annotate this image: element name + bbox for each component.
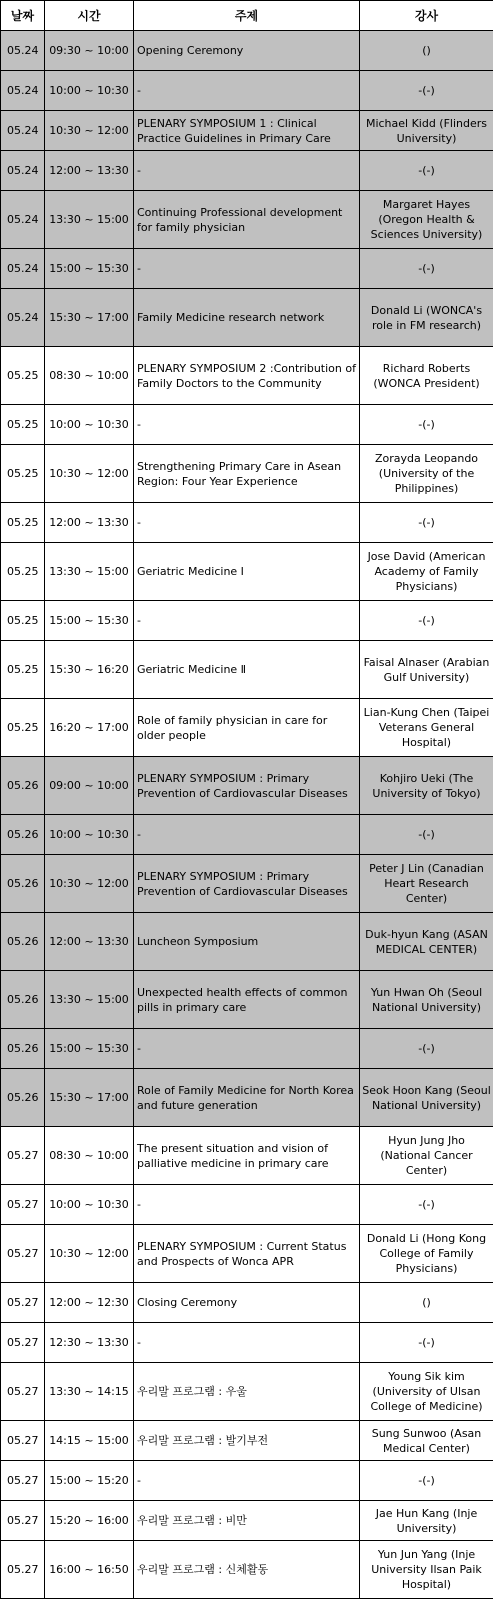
date-cell: 05.26	[1, 757, 45, 815]
topic-cell: -	[134, 151, 360, 191]
speaker-cell: ()	[360, 31, 493, 71]
topic-cell: -	[134, 249, 360, 289]
date-cell: 05.25	[1, 699, 45, 757]
date-cell: 05.27	[1, 1541, 45, 1599]
topic-cell: Geriatric Medicine Ⅱ	[134, 641, 360, 699]
topic-cell: -	[134, 1185, 360, 1225]
table-row	[1, 71, 493, 111]
time-cell: 15:00 ~ 15:30	[45, 1029, 134, 1069]
speaker-cell: -(-)	[360, 249, 493, 289]
time-cell: 16:20 ~ 17:00	[45, 699, 134, 757]
speaker-cell: -(-)	[360, 601, 493, 641]
time-cell: 15:20 ~ 16:00	[45, 1501, 134, 1541]
table-row	[1, 757, 493, 815]
time-cell: 15:30 ~ 17:00	[45, 1069, 134, 1127]
speaker-cell: -(-)	[360, 71, 493, 111]
speaker-cell: Jose David (American Academy of Family Physicians)	[360, 543, 493, 601]
speaker-cell: Peter J Lin (Canadian Heart Research Center)	[360, 855, 493, 913]
topic-cell: -	[134, 1323, 360, 1363]
table-row	[1, 31, 493, 71]
date-cell: 05.27	[1, 1127, 45, 1185]
speaker-cell: -(-)	[360, 1323, 493, 1363]
date-cell: 05.27	[1, 1363, 45, 1421]
time-cell: 08:30 ~ 10:00	[45, 1127, 134, 1185]
date-cell: 05.26	[1, 1069, 45, 1127]
table-row	[1, 405, 493, 445]
date-cell: 05.27	[1, 1421, 45, 1461]
topic-cell: Family Medicine research network	[134, 289, 360, 347]
time-cell: 15:00 ~ 15:30	[45, 601, 134, 641]
time-cell: 14:15 ~ 15:00	[45, 1421, 134, 1461]
header-speaker: 강사	[360, 1, 493, 31]
table-row	[1, 601, 493, 641]
table-row	[1, 1283, 493, 1323]
table-row	[1, 1421, 493, 1461]
time-cell: 13:30 ~ 15:00	[45, 543, 134, 601]
time-cell: 12:00 ~ 13:30	[45, 913, 134, 971]
speaker-cell: Seok Hoon Kang (Seoul National University)	[360, 1069, 493, 1127]
topic-cell: PLENARY SYMPOSIUM : Primary Prevention of Cardiovascular Diseases	[134, 757, 360, 815]
speaker-cell: Donald Li (WONCA's role in FM research)	[360, 289, 493, 347]
speaker-cell: -(-)	[360, 1029, 493, 1069]
table-row	[1, 1461, 493, 1501]
time-cell: 10:30 ~ 12:00	[45, 1225, 134, 1283]
topic-cell: PLENARY SYMPOSIUM : Primary Prevention of Cardiovascular Diseases	[134, 855, 360, 913]
date-cell: 05.27	[1, 1501, 45, 1541]
speaker-cell: Zorayda Leopando (University of the Philippines)	[360, 445, 493, 503]
date-cell: 05.27	[1, 1225, 45, 1283]
date-cell: 05.24	[1, 111, 45, 151]
table-row	[1, 971, 493, 1029]
speaker-cell: -(-)	[360, 1185, 493, 1225]
speaker-cell: -(-)	[360, 405, 493, 445]
schedule-body	[1, 31, 493, 1599]
table-row	[1, 1363, 493, 1421]
date-cell: 05.24	[1, 289, 45, 347]
time-cell: 10:00 ~ 10:30	[45, 815, 134, 855]
time-cell: 12:00 ~ 13:30	[45, 151, 134, 191]
table-row	[1, 1127, 493, 1185]
table-row	[1, 699, 493, 757]
speaker-cell: Hyun Jung Jho (National Cancer Center)	[360, 1127, 493, 1185]
topic-cell: -	[134, 405, 360, 445]
speaker-cell: Yun Hwan Oh (Seoul National University)	[360, 971, 493, 1029]
date-cell: 05.25	[1, 405, 45, 445]
date-cell: 05.24	[1, 249, 45, 289]
time-cell: 12:00 ~ 12:30	[45, 1283, 134, 1323]
table-row	[1, 347, 493, 405]
table-row	[1, 191, 493, 249]
date-cell: 05.25	[1, 641, 45, 699]
date-cell: 05.25	[1, 503, 45, 543]
topic-cell: -	[134, 71, 360, 111]
topic-cell: PLENARY SYMPOSIUM 2 :Contribution of Family Doctors to the Community	[134, 347, 360, 405]
time-cell: 15:30 ~ 16:20	[45, 641, 134, 699]
table-row	[1, 1323, 493, 1363]
topic-cell: 우리말 프로그램 : 비만	[134, 1501, 360, 1541]
header-row	[1, 1, 493, 31]
speaker-cell: Young Sik kim (University of Ulsan College of Medicine)	[360, 1363, 493, 1421]
speaker-cell: Kohjiro Ueki (The University of Tokyo)	[360, 757, 493, 815]
speaker-cell: Jae Hun Kang (Inje University)	[360, 1501, 493, 1541]
date-cell: 05.24	[1, 71, 45, 111]
table-row	[1, 151, 493, 191]
time-cell: 13:30 ~ 14:15	[45, 1363, 134, 1421]
date-cell: 05.26	[1, 971, 45, 1029]
table-row	[1, 1501, 493, 1541]
table-row	[1, 1185, 493, 1225]
topic-cell: -	[134, 1029, 360, 1069]
speaker-cell: Margaret Hayes (Oregon Health & Sciences University)	[360, 191, 493, 249]
time-cell: 10:30 ~ 12:00	[45, 855, 134, 913]
table-row	[1, 913, 493, 971]
time-cell: 15:30 ~ 17:00	[45, 289, 134, 347]
topic-cell: Role of family physician in care for older people	[134, 699, 360, 757]
time-cell: 10:30 ~ 12:00	[45, 111, 134, 151]
header-date: 날짜	[1, 1, 45, 31]
speaker-cell: Michael Kidd (Flinders University)	[360, 111, 493, 151]
speaker-cell: Donald Li (Hong Kong College of Family Physicians)	[360, 1225, 493, 1283]
topic-cell: Opening Ceremony	[134, 31, 360, 71]
table-row	[1, 1225, 493, 1283]
speaker-cell: Richard Roberts (WONCA President)	[360, 347, 493, 405]
topic-cell: -	[134, 815, 360, 855]
time-cell: 10:00 ~ 10:30	[45, 1185, 134, 1225]
table-row	[1, 289, 493, 347]
date-cell: 05.24	[1, 191, 45, 249]
date-cell: 05.25	[1, 445, 45, 503]
speaker-cell: Duk-hyun Kang (ASAN MEDICAL CENTER)	[360, 913, 493, 971]
date-cell: 05.24	[1, 31, 45, 71]
time-cell: 10:00 ~ 10:30	[45, 71, 134, 111]
table-row	[1, 815, 493, 855]
table-row	[1, 111, 493, 151]
topic-cell: -	[134, 503, 360, 543]
topic-cell: -	[134, 1461, 360, 1501]
header-topic: 주제	[134, 1, 360, 31]
topic-cell: Strengthening Primary Care in Asean Region: Four Year Experience	[134, 445, 360, 503]
date-cell: 05.25	[1, 601, 45, 641]
topic-cell: Geriatric Medicine Ⅰ	[134, 543, 360, 601]
time-cell: 09:00 ~ 10:00	[45, 757, 134, 815]
topic-cell: PLENARY SYMPOSIUM : Current Status and Prospects of Wonca APR	[134, 1225, 360, 1283]
time-cell: 15:00 ~ 15:20	[45, 1461, 134, 1501]
table-row	[1, 1029, 493, 1069]
date-cell: 05.25	[1, 347, 45, 405]
table-row	[1, 503, 493, 543]
speaker-cell: Faisal Alnaser (Arabian Gulf University)	[360, 641, 493, 699]
time-cell: 15:00 ~ 15:30	[45, 249, 134, 289]
speaker-cell: Yun Jun Yang (Inje University Ilsan Paik Hospital)	[360, 1541, 493, 1599]
table-row	[1, 641, 493, 699]
time-cell: 09:30 ~ 10:00	[45, 31, 134, 71]
table-row	[1, 855, 493, 913]
date-cell: 05.26	[1, 855, 45, 913]
date-cell: 05.27	[1, 1461, 45, 1501]
topic-cell: Continuing Professional development for family physician	[134, 191, 360, 249]
date-cell: 05.27	[1, 1283, 45, 1323]
time-cell: 12:00 ~ 13:30	[45, 503, 134, 543]
time-cell: 13:30 ~ 15:00	[45, 191, 134, 249]
date-cell: 05.26	[1, 913, 45, 971]
topic-cell: Closing Ceremony	[134, 1283, 360, 1323]
time-cell: 10:00 ~ 10:30	[45, 405, 134, 445]
topic-cell: PLENARY SYMPOSIUM 1 : Clinical Practice Guidelines in Primary Care	[134, 111, 360, 151]
table-row	[1, 1069, 493, 1127]
topic-cell: The present situation and vision of palliative medicine in primary care	[134, 1127, 360, 1185]
topic-cell: 우리말 프로그램 : 우울	[134, 1363, 360, 1421]
speaker-cell: -(-)	[360, 503, 493, 543]
time-cell: 13:30 ~ 15:00	[45, 971, 134, 1029]
time-cell: 08:30 ~ 10:00	[45, 347, 134, 405]
topic-cell: 우리말 프로그램 : 발기부전	[134, 1421, 360, 1461]
speaker-cell: Lian-Kung Chen (Taipei Veterans General Hospital)	[360, 699, 493, 757]
date-cell: 05.24	[1, 151, 45, 191]
date-cell: 05.26	[1, 1029, 45, 1069]
date-cell: 05.27	[1, 1185, 45, 1225]
speaker-cell: -(-)	[360, 1461, 493, 1501]
speaker-cell: ()	[360, 1283, 493, 1323]
table-row	[1, 543, 493, 601]
topic-cell: Unexpected health effects of common pills in primary care	[134, 971, 360, 1029]
table-row	[1, 445, 493, 503]
speaker-cell: -(-)	[360, 151, 493, 191]
topic-cell: -	[134, 601, 360, 641]
date-cell: 05.27	[1, 1323, 45, 1363]
date-cell: 05.25	[1, 543, 45, 601]
topic-cell: 우리말 프로그램 : 신체활동	[134, 1541, 360, 1599]
table-row	[1, 1541, 493, 1599]
date-cell: 05.26	[1, 815, 45, 855]
time-cell: 16:00 ~ 16:50	[45, 1541, 134, 1599]
speaker-cell: Sung Sunwoo (Asan Medical Center)	[360, 1421, 493, 1461]
time-cell: 12:30 ~ 13:30	[45, 1323, 134, 1363]
topic-cell: Luncheon Symposium	[134, 913, 360, 971]
table-row	[1, 249, 493, 289]
topic-cell: Role of Family Medicine for North Korea and future generation	[134, 1069, 360, 1127]
time-cell: 10:30 ~ 12:00	[45, 445, 134, 503]
speaker-cell: -(-)	[360, 815, 493, 855]
header-time: 시간	[45, 1, 134, 31]
